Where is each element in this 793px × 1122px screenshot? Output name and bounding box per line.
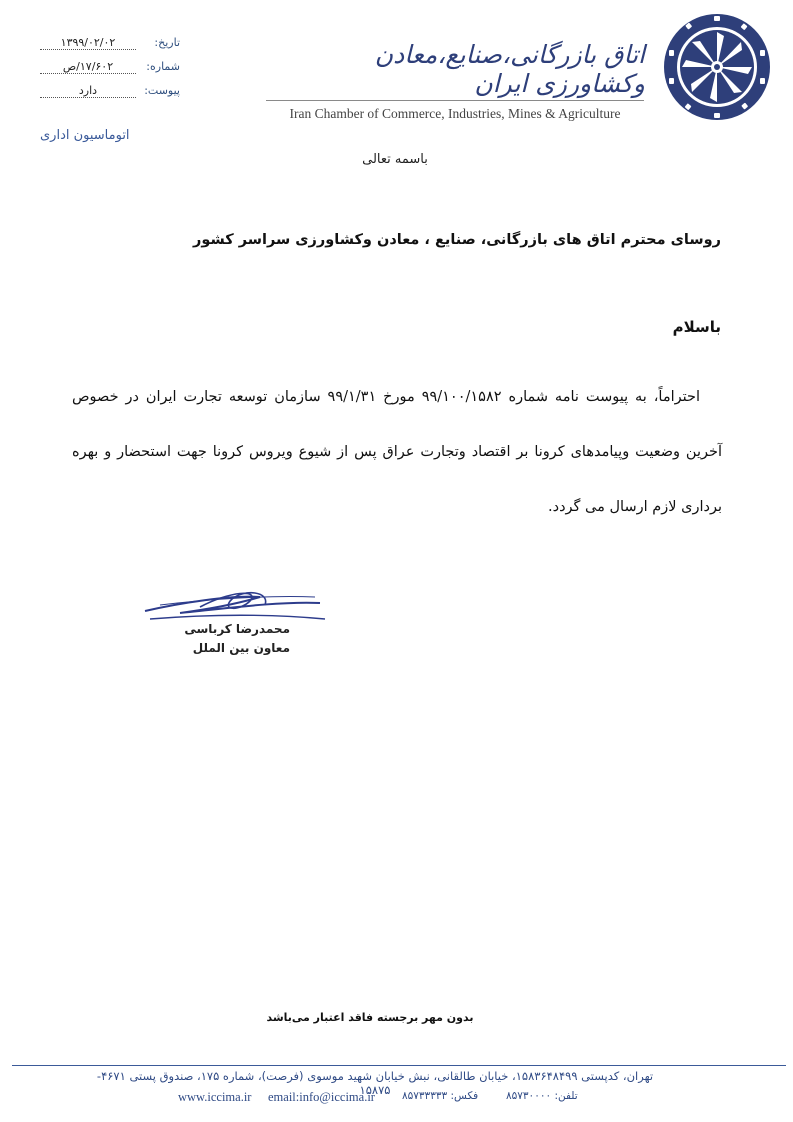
footer-contact (170, 1090, 590, 1106)
signer-title: معاون بین الملل (192, 641, 290, 655)
footer-phone: تلفن: ۸۵۷۳۰۰۰۰ (506, 1090, 578, 1102)
greeting: باسلام (672, 318, 721, 336)
attachment-row (40, 84, 180, 102)
attachment-value: دارد (40, 84, 136, 98)
number-value: ۱۷/۶۰۲/ص (40, 60, 136, 74)
signer-name: محمدرضا کرباسی (184, 622, 290, 636)
footer-address: تهران، کدپستی ۱۵۸۳۶۴۸۴۹۹، خیابان طالقانی، نبش خیابان شهید موسوی (فرصت)، شماره ۱۷۵، صندوق پستی ۴۶۷۱- ۱۵۸۷۵ (96, 1069, 654, 1097)
footer-email-link[interactable]: email:info@iccima.ir (268, 1090, 375, 1104)
footer-fax: فکس: ۸۵۷۳۳۳۳۳ (402, 1090, 479, 1102)
number-label: شماره: (146, 60, 180, 73)
recipient-line: روسای محترم اتاق های بازرگانی، صنایع ، معادن وکشاورزی سراسر کشور (193, 232, 721, 248)
header-divider (266, 100, 644, 101)
footer-website-link[interactable]: www.iccima.ir (178, 1090, 252, 1104)
body-paragraph: احتراماً، به پیوست نامه شماره ۹۹/۱۰۰/۱۵۸۲ مورخ ۹۹/۱/۳۱ سازمان توسعه تجارت ایران در خصوص آخرین وضعیت وپیامدهای کرونا بر اقتصاد وتجارت عراق پس از شیوع ویروس کرونا جهت استحضار و بهره برداری لازم ارسال می گردد. (72, 389, 722, 515)
basmala: باسمه تعالی (362, 152, 428, 167)
footer-divider (12, 1065, 786, 1066)
date-value: ۱۳۹۹/۰۲/۰۲ (40, 36, 136, 50)
date-label: تاریخ: (154, 36, 180, 49)
org-name-en: Iran Chamber of Commerce, Industries, Mines & Agriculture (289, 106, 621, 121)
iccima-emblem-icon (662, 12, 772, 122)
letter-body (72, 370, 722, 535)
department-label: اتوماسیون اداری (40, 128, 130, 143)
date-row (40, 36, 180, 54)
org-name-fa: اتاق بازرگانی،صنایع،معادن وکشاورزی ایران (374, 40, 645, 98)
stamp-validity-note: بدون مهر برجسته فاقد اعتبار می‌باشد (266, 1011, 474, 1024)
number-row (40, 60, 180, 78)
attachment-label: پیوست: (144, 84, 180, 97)
